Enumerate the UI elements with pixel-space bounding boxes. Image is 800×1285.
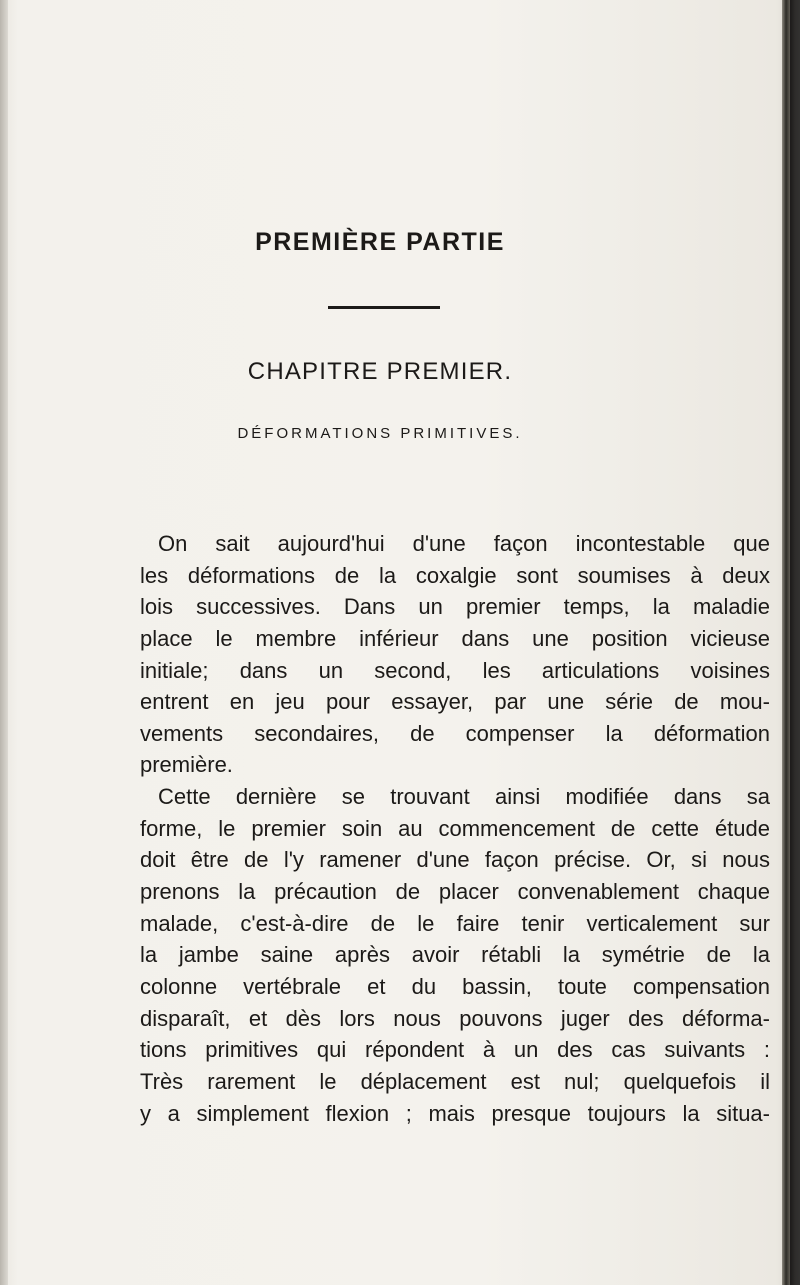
text-line: place le membre inférieur dans une position vicieuse (140, 625, 770, 651)
text-line: les déformations de la coxalgie sont soumises à deux (140, 562, 770, 588)
text-line: doit être de l'y ramener d'une façon précise. Or, si nous (140, 847, 770, 873)
text-line: y a simplement flexion ; mais presque toujours la situa- (140, 1100, 770, 1126)
text-line: lois successives. Dans un premier temps, la maladie (140, 594, 770, 620)
text-line: Très rarement le déplacement est nul; quelquefois il (140, 1068, 770, 1094)
chapter-title: CHAPITRE PREMIER. (247, 358, 513, 385)
text-line: prenons la précaution de placer convenablement chaque (140, 879, 770, 905)
title-divider-rule (328, 306, 440, 309)
text-line: la jambe saine après avoir rétabli la symétrie de la (140, 942, 770, 968)
text-line: première. (140, 752, 233, 778)
text-line: malade, c'est-à-dire de le faire tenir verticalement sur (140, 910, 770, 936)
book-spine-shadow (790, 0, 800, 1285)
text-line: colonne vertébrale et du bassin, toute compensation (140, 973, 770, 999)
text-line: Cette dernière se trouvant ainsi modifiée dans sa (158, 784, 770, 810)
section-title: DÉFORMATIONS PRIMITIVES. (237, 425, 523, 442)
text-line: On sait aujourd'hui d'une façon incontestable que (158, 531, 770, 556)
left-page-edge (0, 0, 8, 1285)
text-line: vements secondaires, de compenser la déformation (140, 720, 770, 746)
text-line: forme, le premier soin au commencement de cette étude (140, 815, 770, 841)
text-line: tions primitives qui répondent à un des cas suivants : (140, 1037, 770, 1063)
text-line: entrent en jeu pour essayer, par une série de mou- (140, 689, 770, 715)
body-text (140, 528, 770, 1129)
text-line: disparaît, et dès lors nous pouvons juger des déforma- (140, 1005, 770, 1031)
part-title: PREMIÈRE PARTIE (255, 228, 505, 256)
text-line: initiale; dans un second, les articulations voisines (140, 657, 770, 683)
